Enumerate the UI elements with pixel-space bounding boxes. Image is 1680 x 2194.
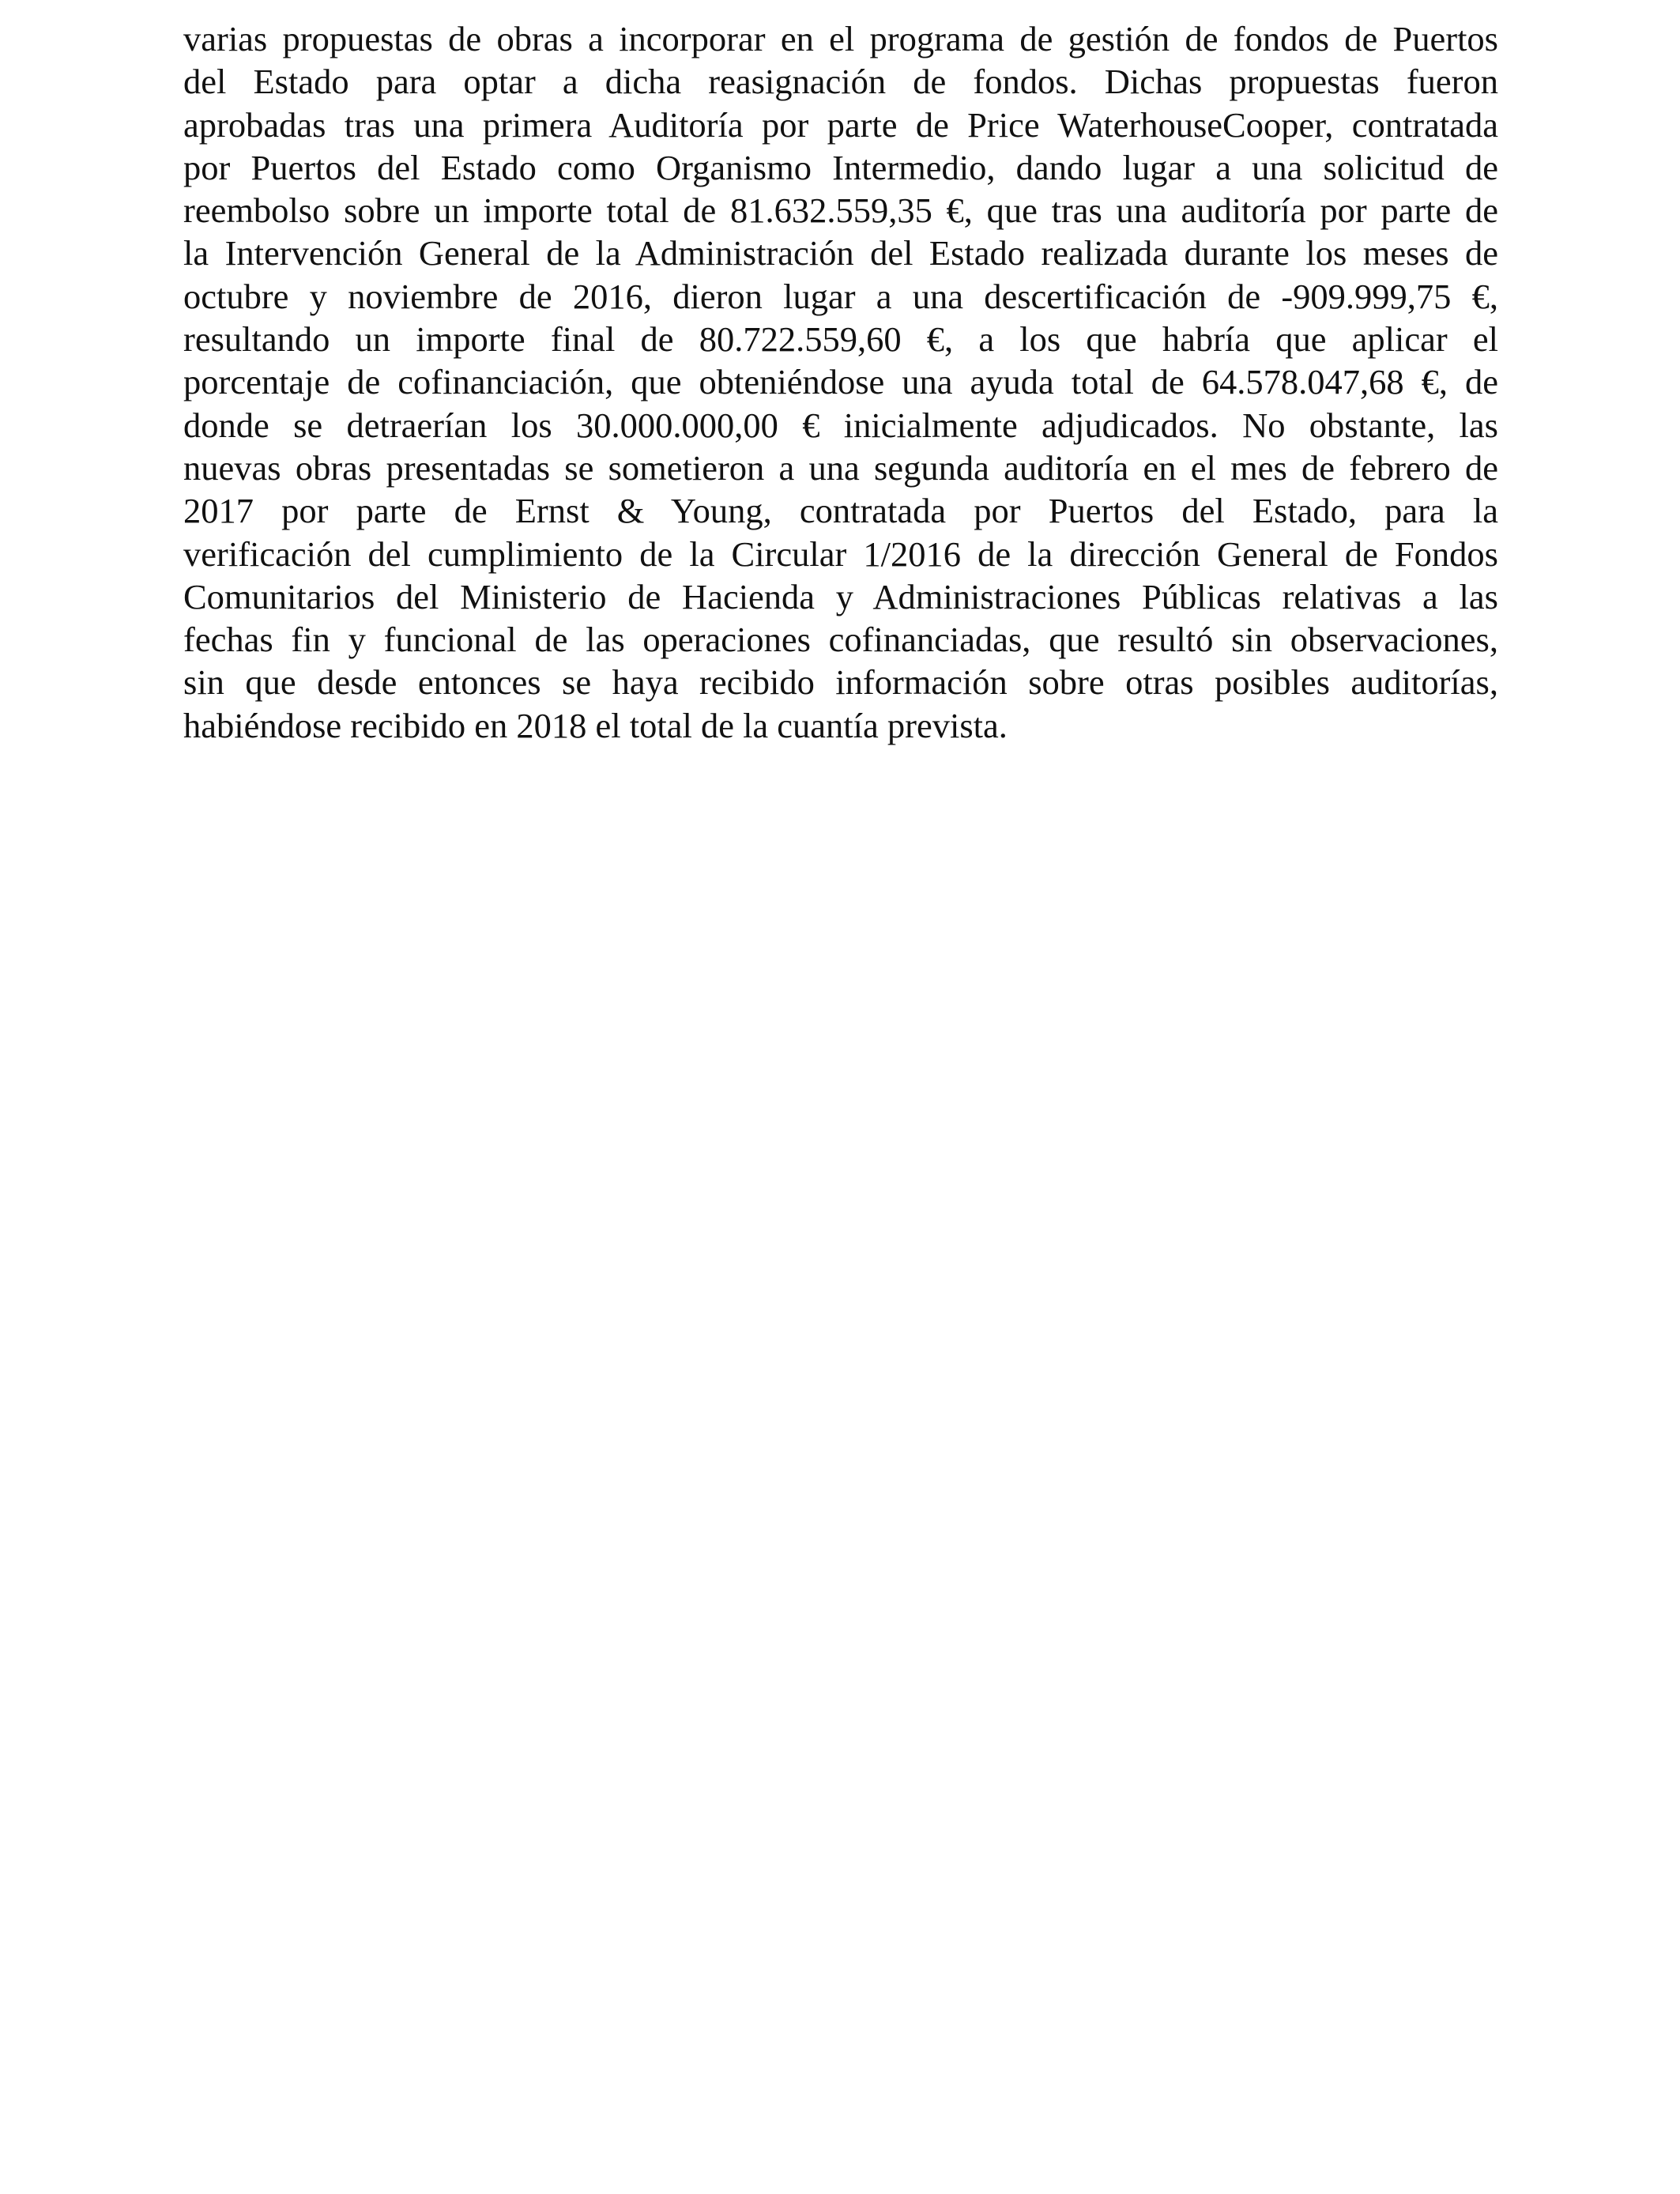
paragraph-line: fechas fin y funcional de las operaciones cofinanciadas, que resultó sin observaciones, xyxy=(183,620,1498,660)
paragraph-line: donde se detraerían los 30.000.000,00 € inicialmente adjudicados. No obstante, las xyxy=(183,405,1498,445)
paragraph-line: resultando un importe final de 80.722.559,60 €, a los que habría que aplicar el xyxy=(183,319,1498,360)
paragraph-line: la Intervención General de la Administración del Estado realizada durante los meses de xyxy=(183,233,1498,273)
paragraph-line: verificación del cumplimiento de la Circular 1/2016 de la dirección General de Fondos xyxy=(183,533,1498,574)
paragraph-line: 2017 por parte de Ernst & Young, contratada por Puertos del Estado, para la xyxy=(183,491,1498,531)
paragraph-line: nuevas obras presentadas se sometieron a una segunda auditoría en el mes de febrero de xyxy=(183,447,1498,488)
paragraph-line: varias propuestas de obras a incorporar en el programa de gestión de fondos de Puertos xyxy=(183,19,1498,58)
paragraph-line: Comunitarios del Ministerio de Hacienda y Administraciones Públicas relativas a las xyxy=(183,576,1498,616)
paragraph-line: sin que desde entonces se haya recibido información sobre otras posibles auditorías, xyxy=(183,662,1498,703)
paragraph-line: reembolso sobre un importe total de 81.632.559,35 €, que tras una auditoría por parte de xyxy=(183,190,1498,231)
paragraph-line: octubre y noviembre de 2016, dieron lugar a una descertificación de -909.999,75 €, xyxy=(183,276,1498,316)
body-paragraph xyxy=(183,17,1498,747)
paragraph-line: por Puertos del Estado como Organismo Intermedio, dando lugar a una solicitud de xyxy=(183,147,1498,187)
paragraph-line: aprobadas tras una primera Auditoría por parte de Price WaterhouseCooper, contratada xyxy=(183,104,1498,145)
paragraph-line: del Estado para optar a dicha reasignación de fondos. Dichas propuestas fueron xyxy=(183,62,1498,102)
paragraph-line-last: habiéndose recibido en 2018 el total de la cuantía prevista. xyxy=(183,705,1008,745)
paragraph-line: porcentaje de cofinanciación, que obteniéndose una ayuda total de 64.578.047,68 €, de xyxy=(183,362,1498,402)
